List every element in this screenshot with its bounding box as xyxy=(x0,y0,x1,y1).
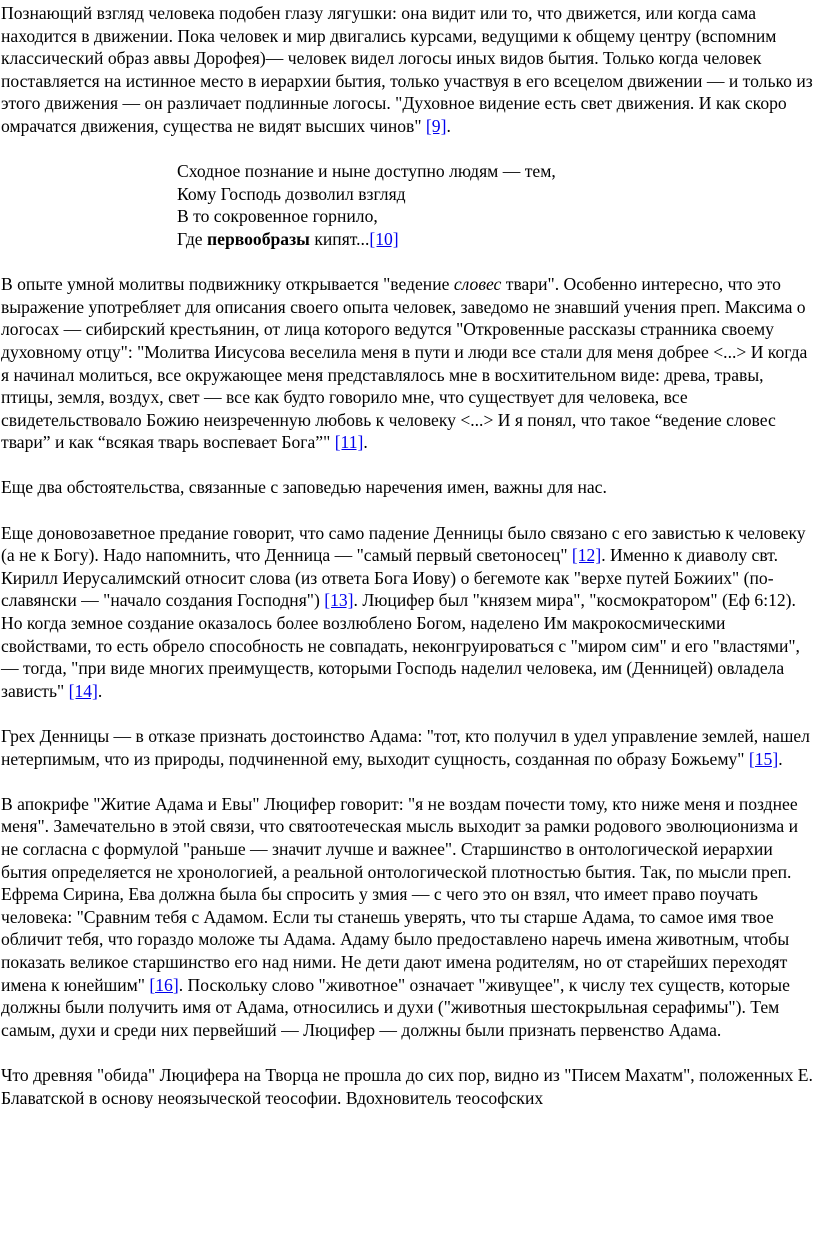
paragraph-4-s1: Еще доновозаветное предание говорит, что само падение Денницы было связано с его завистью к человеку (а не к Богу). Надо напомнить, что Денница — "самый первый светоносец" xyxy=(1,522,806,566)
paragraph-1-tail: . xyxy=(446,115,451,136)
verse-line-3: В то сокровенное горнило, xyxy=(177,206,378,227)
paragraph-5 xyxy=(1,725,816,770)
paragraph-6-s1: В апокрифе "Житие Адама и Евы" Люцифер говорит: "я не воздам почести тому, кто ниже меня и позднее меня". Замечательно в этой связи, что святоотеческая мысль выходит за рамки родового эволюционизма и не согласна с формулой "раньше — значит лучше и важнее". Старшинство в онтологической иерархии бытия определяется не хронологией, а реальной онтологической плотностью бытия. Так, по мысли преп. Ефрема Сирина, Ева должна была бы спросить у змия — с чего это он взял, что имеет право поучать человека: "Сравним тебя с Адамом. Если ты станешь уверять, что ты старше Адама, то самое имя твое обличит тебя, что гораздо моложе ты Адама. Адаму было предоставлено наречь имена животным, чтобы показать великое старшинство его над ними. Не дети дают имена родителям, но от старейших переходят имена к юнейшим" xyxy=(1,793,799,995)
paragraph-6-s2: . Поскольку слово "животное" означает "живущее", к числу тех существ, которые должны были получить имя от Адама, относились и духи ("животныя шестокрыльная серафимы"). Тем самым, духи и среди них первейший — Люцифер — должны были признать первенство Адама. xyxy=(1,974,790,1040)
footnote-link-12[interactable]: [12] xyxy=(571,545,602,566)
paragraph-5-tail: . xyxy=(778,748,783,769)
footnote-link-13[interactable]: [13] xyxy=(324,590,354,611)
footnote-link-10[interactable]: [10] xyxy=(369,228,399,249)
footnote-link-11[interactable]: [11] xyxy=(334,432,364,453)
paragraph-1 xyxy=(1,2,816,138)
paragraph-3: Еще два обстоятельства, связанные с заповедью наречения имен, важны для нас. xyxy=(1,477,607,498)
paragraph-4-s3: . Люцифер был "князем мира", "космократором" (Еф 6:12). Но когда земное создание оказалось более возлюблено Богом, наделено Им макрокосмическими свойствами, то есть обрело способность не совпадать, неконгруироваться с "миром сим" и его "властями", — тогда, "при виде многих преимуществ, которыми Господь наделил человека, им (Денницей) овладела зависть" xyxy=(1,590,800,701)
paragraph-4 xyxy=(1,522,816,703)
verse-line-4-pre: Где xyxy=(177,228,208,249)
paragraph-2-post: твари". Особенно интересно, что это выражение употребляет для описания своего опыта человек, заведомо не знавший учения преп. Максима о логосах — сибирский крестьянин, от лица которого ведутся "Откровенные рассказы странника своему духовному отцу": "Молитва Иисусова веселила меня в пути и люди все стали для меня добрее <...> И когда я начинал молиться, все окружающее меня представлялось мне в восхитительном виде: древа, травы, птицы, земля, воздух, свет — все как будто говорило мне, что существует для человека, все свидетельствовало Божию неизреченную любовь к человеку <...> И я понял, что такое “ведение словес твари” и как “всякая тварь воспевает Бога”" xyxy=(1,274,808,453)
paragraph-4-s2: . Именно к диаволу свт. Кирилл Иерусалимский относит слова (из ответа Бога Иову) о бегемоте как "верхе путей Божиих" (по-славянски — "начало создания Господня") xyxy=(1,545,778,611)
paragraph-6 xyxy=(1,793,816,1042)
verse-line-4-post: кипят... xyxy=(309,228,370,249)
verse-line-2: Кому Господь дозволил взгляд xyxy=(177,183,406,204)
paragraph-4-tail: . xyxy=(97,680,103,701)
paragraph-2-italic: словес xyxy=(453,274,502,295)
verse-line-4-bold: первообразы xyxy=(207,228,310,249)
footnote-link-16[interactable]: [16] xyxy=(149,974,179,995)
paragraph-2 xyxy=(1,273,816,454)
footnote-link-15[interactable]: [15] xyxy=(748,748,779,769)
paragraph-5-text: Грех Денницы — в отказе признать достоинство Адама: "тот, кто получил в удел управление землей, нашел нетерпимым, что из природы, подчиненной ему, выходит сущность, созданная по образу Божьему" xyxy=(1,726,810,769)
paragraph-2-pre: В опыте умной молитвы подвижнику открывается "ведение xyxy=(1,274,454,295)
paragraph-1-text: Познающий взгляд человека подобен глазу лягушки: она видит или то, что движется, или когда сама находится в движении. Пока человек и мир двигались курсами, ведущими к общему центру (вспомним классический образ аввы Дорофея)— человек видел логосы иных видов бытия. Только когда человек поставляется на истинное место в иерархии бытия, только участвуя в его всецелом движении — и только из этого движения — он различает подлинные логосы. "Духовное видение есть свет движения. И как скоро омрачатся движения, существа не видят высших чинов" xyxy=(1,3,813,136)
paragraph-7: Что древняя "обида" Люцифера на Творца не прошла до сих пор, видно из "Писем Махатм", положенных Е. Блаватской в основу неоязыческой теософии. Вдохновитель теософских xyxy=(1,1064,813,1108)
footnote-link-14[interactable]: [14] xyxy=(68,680,98,701)
verse-block xyxy=(177,160,816,250)
footnote-link-9[interactable]: [9] xyxy=(425,115,447,136)
verse-line-1: Сходное познание и ныне доступно людям — тем, xyxy=(177,161,556,182)
paragraph-2-tail: . xyxy=(363,432,368,453)
verse-line-4 xyxy=(177,228,816,251)
